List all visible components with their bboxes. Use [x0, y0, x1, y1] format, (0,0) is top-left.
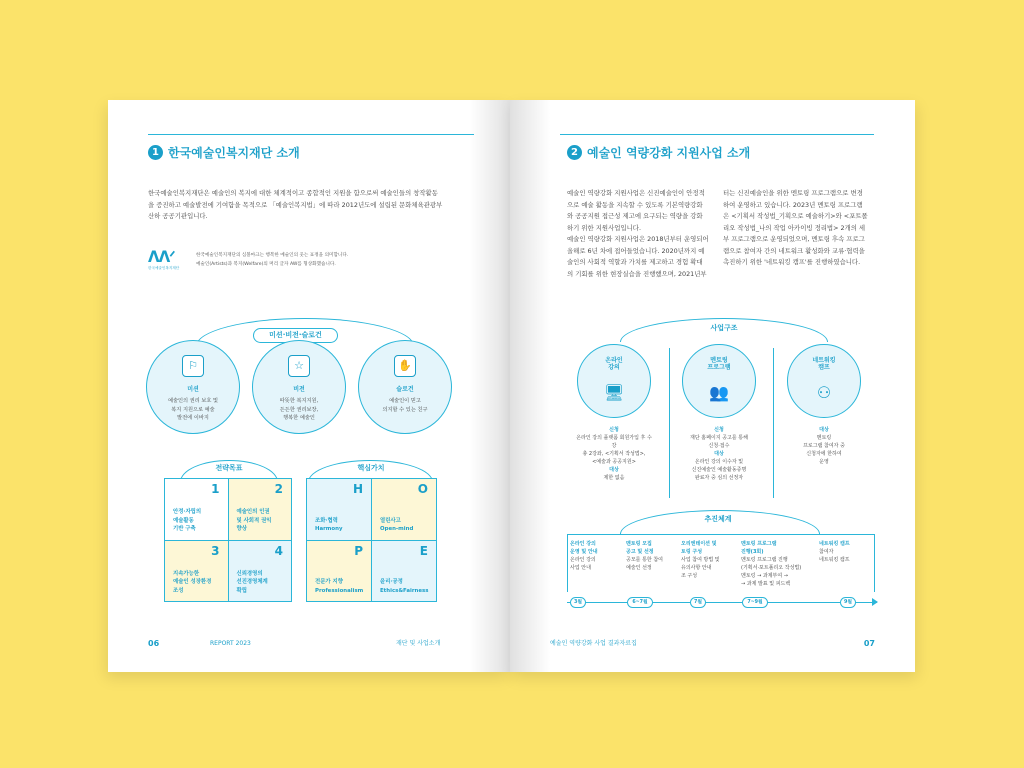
phase-item: 유의사항 안내	[681, 565, 712, 571]
structure-desc-line: 제한 없음	[603, 475, 625, 481]
phase-item: 네트워킹 캠프	[819, 557, 850, 563]
structure-title-line: 프로그램	[707, 364, 731, 371]
strategy-cell	[165, 541, 228, 602]
phase-title-line: 오리엔테이션 및	[681, 541, 717, 547]
process-phase	[681, 540, 737, 580]
intro-line: 한국예술인복지재단은 예술인의 복지에 대한 체계적이고 종합적인 지원을 함으로써 예술인들의 창작활동	[148, 189, 438, 197]
section-title-text: 한국예술인복지재단 소개	[168, 146, 300, 160]
structure-desc-line: 대상	[714, 451, 724, 457]
timeline-month: 9월	[840, 597, 856, 608]
body-line: 의 기회를 위한 현장실습을 진행했으며, 2021년부	[567, 269, 707, 278]
phase-item: → 과제 발표 및 피드백	[741, 581, 791, 587]
core-cell-line: Harmony	[315, 526, 343, 532]
section-title-left	[148, 144, 300, 161]
circle-icon: ☆	[288, 355, 310, 377]
strategy-cell-line: 예술활동	[173, 517, 194, 524]
structure-desc-line: 완료자 중 심의 선정자	[694, 475, 744, 481]
strategy-cell-line: 지속가능한	[173, 570, 200, 577]
core-cell	[307, 541, 371, 602]
structure-title-line: 강의	[608, 364, 620, 371]
strategy-cell-line: 및 사회적 권익	[236, 517, 272, 524]
core-cell	[307, 479, 371, 540]
circle-desc-line: 예술인의 권리 보호 및	[167, 398, 219, 404]
strategy-cell-number: 3	[211, 543, 220, 558]
strategy-cell-text	[173, 570, 211, 596]
body-line: 터는 신진예술인을 위한 멘토링 프로그램으로 변경	[723, 189, 863, 197]
mvs-label: 미션·비전·슬로건	[253, 328, 338, 343]
strategy-grid	[164, 478, 292, 602]
body-line: 은 <기획서 작성법_기획으로 예술하기>와 <포트폴	[723, 212, 868, 220]
structure-circle-title	[578, 357, 650, 371]
structure-desc-line: 대상	[819, 427, 829, 433]
process-label: 추진체계	[704, 515, 732, 523]
intro-line: 산하 공공기관입니다.	[148, 212, 208, 220]
circle-desc-line: 따뜻한 복지지원,	[279, 398, 319, 404]
process-phase	[819, 540, 875, 564]
structure-circle	[577, 344, 651, 418]
structure-circle	[682, 344, 756, 418]
body-line: 램으로 참여자 간의 네트워크 활성화와 교류·협력을	[723, 246, 865, 255]
structure-desc-line: 온라인 강의 플랫폼 회원가입 후 수강	[576, 435, 652, 449]
structure-desc-line: 총 2강좌, <기획서 작성법>,	[582, 451, 646, 457]
structure-desc	[784, 426, 864, 466]
circle-desc-line: 복지 지원으로 예술	[171, 406, 215, 413]
phase-item: 멘토링 프로그램 진행	[741, 557, 788, 563]
timeline-arrow-icon	[872, 598, 878, 606]
core-cell-text	[380, 578, 428, 595]
core-cell-number: H	[352, 482, 363, 496]
structure-title-line: 멘토링	[710, 357, 728, 364]
phase-title-line: 멘토링 모집	[626, 541, 652, 547]
structure-icon: ⚇	[816, 383, 832, 402]
body-line: 리오 작성법_나의 작업 아카이빙 정리법> 2개의 세	[723, 223, 866, 232]
header-rule-left	[148, 134, 474, 135]
page-number-left: 06	[148, 639, 160, 648]
core-cell-text	[315, 517, 342, 534]
structure-desc-line: 대상	[609, 467, 619, 473]
mvs-circle	[358, 340, 452, 434]
structure-desc	[679, 426, 759, 482]
footer-report: REPORT 2023	[210, 640, 251, 647]
strategy-cell-number: 1	[211, 482, 220, 496]
body-line: 예술인 역량강화 지원사업은 2018년부터 운영되어	[567, 235, 709, 243]
phase-item: (기획서·포트폴리오 작성법)	[741, 565, 802, 571]
phase-item: 사업 안내	[570, 565, 591, 571]
circle-desc	[365, 397, 445, 414]
structure-desc-line: 재단 홈페이지 공고를 통해	[690, 435, 748, 441]
core-cell-text	[315, 578, 363, 595]
structure-icon: 🖥	[603, 383, 625, 402]
circle-icon: ✋	[394, 355, 416, 377]
circle-title: 비전	[293, 386, 305, 393]
phase-item: 예술인 선정	[626, 565, 652, 571]
phase-item: 참여자	[819, 549, 834, 555]
footer-section: 재단 및 사업소개	[396, 640, 441, 647]
phase-title-line: 네트워킹 캠프	[819, 541, 850, 547]
structure-title-line: 온라인	[605, 357, 623, 364]
body-line: 와 공공지원 접근성 제고에 요구되는 역량을 강화	[567, 212, 703, 220]
left-page	[108, 100, 510, 672]
circle-desc	[153, 397, 233, 423]
structure-desc-line: 신청·접수	[708, 443, 730, 449]
strategy-cell-line: 선진경영체계	[236, 579, 268, 585]
structure-desc-line: 신청	[714, 427, 724, 433]
structure-circle-title	[788, 357, 860, 371]
timeline-line	[567, 602, 877, 603]
logo-mark: ᐱᐱᐟ	[148, 248, 175, 266]
structure-desc-line: 신진예술인 예술활동증명	[691, 467, 747, 473]
structure-desc-line: <예술과 공공지원>	[592, 459, 636, 465]
structure-circle	[787, 344, 861, 418]
circle-desc-line: 행복한 예술인	[283, 415, 315, 421]
section-number-badge: 2	[567, 145, 582, 160]
gutter-shadow-right	[510, 100, 550, 672]
intro-line: 을 증진하고 예술발전에 기여함을 목적으로 「예술인복지법」에 따라 2012년도에 설립된 문화체육관광부	[148, 200, 443, 209]
structure-desc-line: 운영	[819, 459, 829, 465]
phase-title-line: 진행(3회)	[741, 549, 764, 555]
core-cell-number: O	[417, 482, 428, 496]
footer-title: 예술인 역량강화 사업 결과자료집	[550, 640, 637, 647]
phase-title-line: 토링 구성	[681, 549, 703, 555]
core-cell-number: P	[354, 543, 363, 558]
core-cell-line: 윤리·공정	[380, 579, 403, 585]
structure-desc-line: 온라인 강의 이수자 및	[694, 459, 744, 465]
core-cell	[372, 541, 436, 602]
mvs-circle	[252, 340, 346, 434]
structure-desc	[574, 426, 654, 482]
structure-desc-line: 멘토링	[816, 435, 832, 441]
section-number-badge: 1	[148, 145, 163, 160]
body-line: 올해로 6년 차에 접어들었습니다. 2020년까지 예	[567, 246, 705, 255]
core-cell-line: Professionalism	[315, 587, 364, 594]
strategy-cell-line: 확립	[236, 587, 247, 594]
strategy-cell	[229, 479, 292, 540]
strategy-label: 전략목표	[215, 464, 243, 472]
body-line: 하여 운영하고 있습니다. 2023년 멘토링 프로그램	[723, 200, 863, 209]
core-cell-line: 열린사고	[380, 517, 401, 524]
strategy-cell-number: 4	[274, 543, 283, 558]
core-cell-line: Ethics&Fairness	[380, 587, 429, 594]
timeline-month: 3월	[570, 597, 586, 608]
phase-title-line: 멘토링 프로그램	[741, 541, 777, 547]
strategy-cell	[229, 541, 292, 602]
strategy-cell-line: 안정·자립의	[173, 509, 202, 515]
core-cell-line: 전문가 지향	[315, 579, 343, 585]
foundation-logo	[148, 250, 179, 271]
process-phase	[741, 540, 817, 588]
section-title-text: 예술인 역량강화 지원사업 소개	[587, 146, 751, 160]
structure-desc-line: 프로그램 참여자 중	[803, 443, 845, 449]
strategy-cell-number: 2	[274, 482, 283, 496]
core-grid	[306, 478, 437, 602]
core-cell	[372, 479, 436, 540]
mvs-circle	[146, 340, 240, 434]
timeline-month: 6~7월	[627, 597, 653, 608]
logo-name: 한국예술인복지재단	[148, 266, 180, 270]
structure-title-line: 네트워킹	[812, 357, 836, 364]
logo-desc-line: 예술인(Artists)과 복지(Welfare)의 머리 글자 AW를 형상화했습니다.	[196, 262, 336, 267]
strategy-cell-line: 기반 구축	[173, 526, 196, 532]
structure-title-line: 캠프	[818, 364, 830, 371]
circle-desc-line: 발전에 이바지	[177, 415, 209, 421]
body-line: 예술인 역량강화 지원사업은 신진예술인이 안정적	[567, 189, 705, 197]
core-cell-text	[380, 517, 413, 534]
strategy-cell-text	[237, 508, 272, 534]
structure-circle-title	[683, 357, 755, 371]
divider-line	[669, 348, 670, 498]
body-line: 으로 예술 활동을 지속할 수 있도록 기본역량강화	[567, 200, 703, 209]
circle-desc-line: 의지할 수 있는 친구	[382, 406, 428, 413]
phase-title-line: 운영 및 안내	[570, 549, 598, 555]
phase-item: 공모를 통한 참여	[626, 557, 663, 563]
structure-desc-line: 신청자에 한하여	[806, 451, 842, 457]
strategy-cell-line: 예술인의 인권	[236, 509, 270, 515]
divider-line	[773, 348, 774, 498]
intro-paragraph	[148, 188, 478, 223]
gutter-shadow-left	[470, 100, 510, 672]
process-phase	[626, 540, 682, 572]
body-column-1	[567, 188, 717, 280]
strategy-cell-text	[237, 570, 268, 596]
circle-desc-line: 든든한 권리보장,	[279, 406, 319, 413]
body-line: 부 프로그램으로 운영되었으며, 멘토링 후속 프로그	[723, 235, 865, 243]
body-line: 술인의 사회적 역할과 가치를 제고하고 경험 확대	[567, 258, 703, 266]
phase-item: 사업 참여 방법 및	[681, 557, 720, 563]
phase-title-line: 공고 및 선정	[626, 549, 654, 555]
right-page	[510, 100, 915, 672]
circle-title: 미션	[187, 386, 199, 393]
circle-title: 슬로건	[396, 386, 414, 393]
section-title-right	[567, 144, 750, 161]
strategy-cell-line: 신뢰경영의	[236, 570, 263, 577]
circle-desc-line: 예술인이 믿고	[389, 398, 421, 404]
strategy-cell-line: 조성	[173, 587, 184, 594]
circle-desc	[259, 397, 339, 423]
strategy-cell	[165, 479, 228, 540]
strategy-cell-line: 예술인 성장환경	[173, 579, 212, 585]
core-label: 핵심가치	[357, 464, 385, 472]
structure-label: 사업구조	[710, 324, 738, 332]
process-phase	[570, 540, 626, 572]
body-line: 하기 위한 지원사업입니다.	[567, 223, 642, 232]
strategy-cell-line: 향상	[236, 526, 247, 532]
phase-item: 온라인 강의	[570, 557, 596, 563]
circle-icon: ⚐	[182, 355, 204, 377]
logo-description	[196, 251, 348, 269]
body-line: 촉진하기 위한 '네트워킹 캠프'를 진행하였습니다.	[723, 258, 861, 266]
body-column-2	[723, 188, 875, 269]
page-number-right: 07	[863, 639, 875, 648]
logo-desc-line: 한국예술인복지재단의 심볼마크는 행복한 예술인의 웃는 표정을 의미합니다.	[196, 253, 349, 258]
phase-title-line: 온라인 강의	[570, 541, 596, 547]
header-rule-right	[560, 134, 874, 135]
core-cell-number: E	[419, 543, 428, 558]
strategy-cell-text	[173, 508, 201, 534]
phase-item: 멘토링 → 과제부여 →	[741, 573, 788, 579]
timeline-month: 7월	[690, 597, 706, 608]
structure-desc-line: 신청	[609, 427, 619, 433]
core-cell-line: 조화·협력	[315, 517, 338, 524]
timeline-month: 7~9월	[742, 597, 768, 608]
structure-icon: 👥	[709, 383, 729, 402]
core-cell-line: Open-mind	[380, 526, 414, 532]
phase-item: 조 구성	[681, 573, 698, 579]
